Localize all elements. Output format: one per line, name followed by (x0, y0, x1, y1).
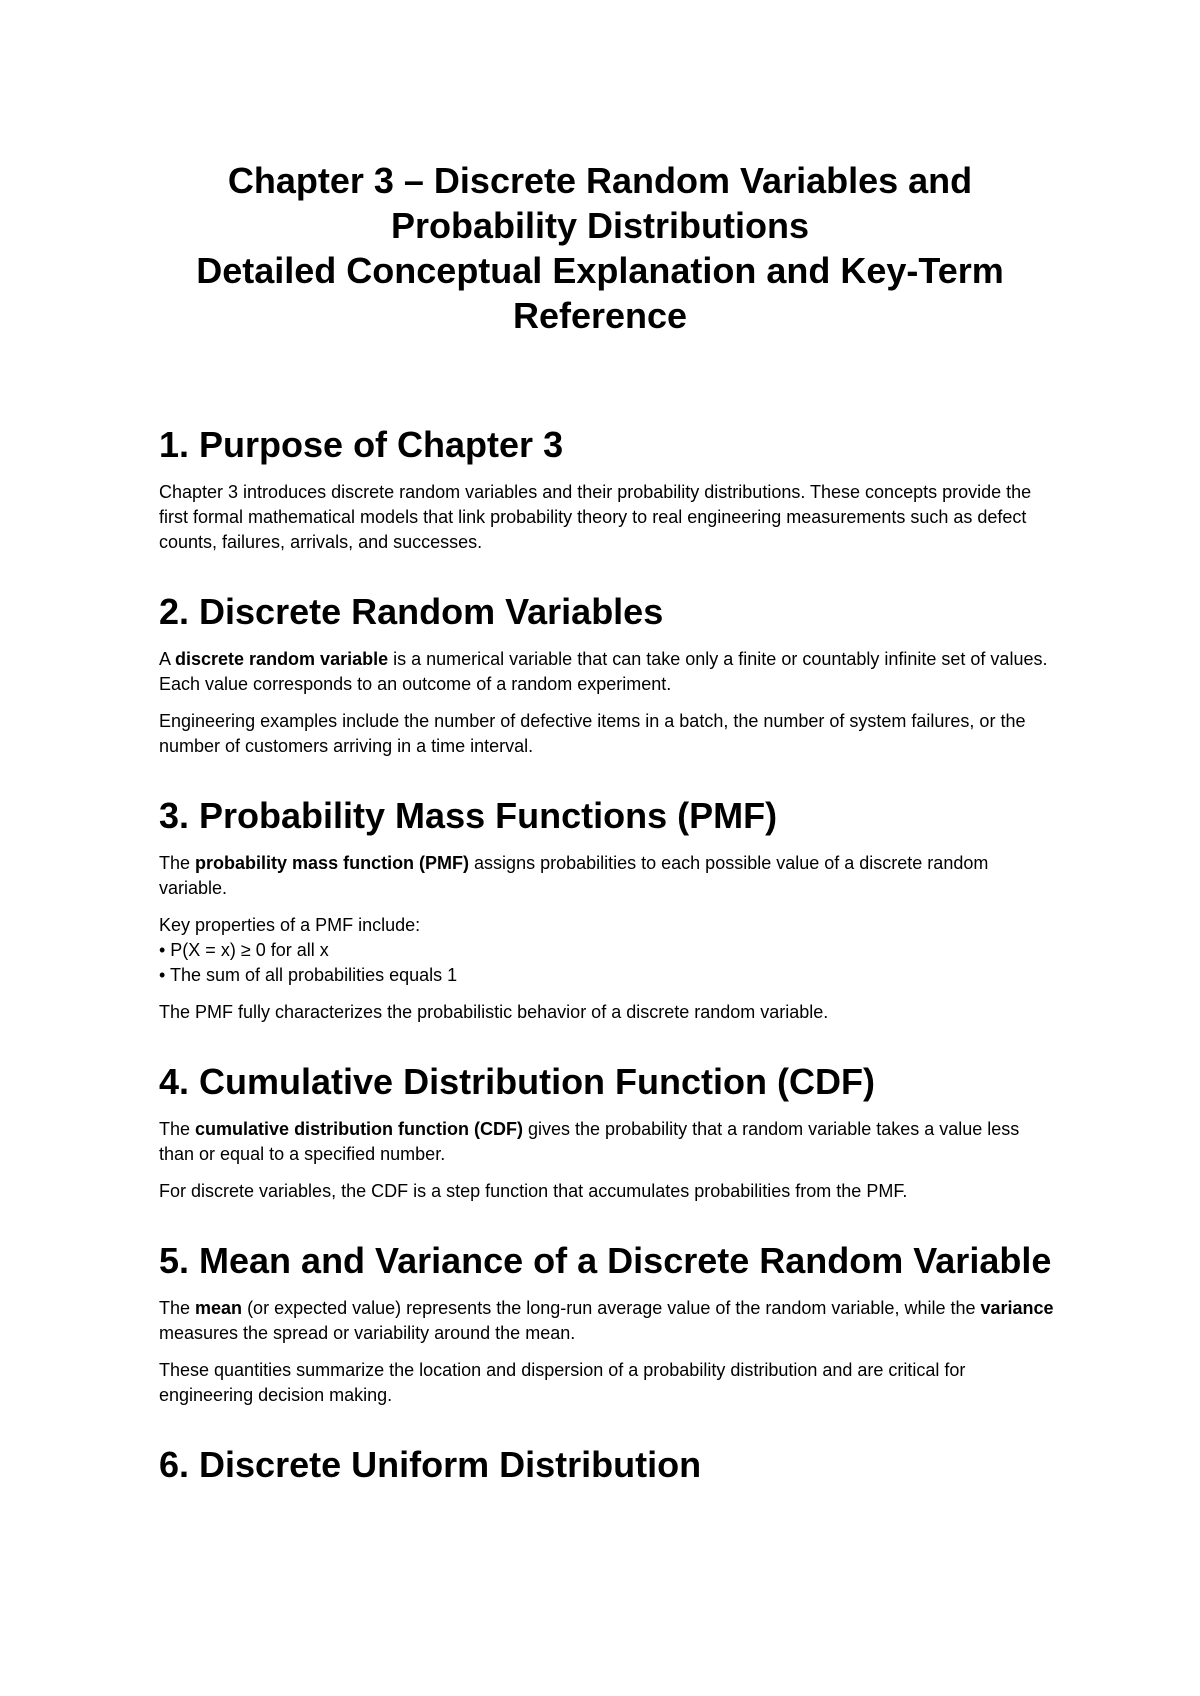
paragraph (159, 851, 1059, 901)
title-line-1: Chapter 3 – Discrete Random Variables and (227, 160, 973, 201)
text-run: A (159, 649, 176, 669)
section-purpose (159, 422, 1059, 555)
list-item: • The sum of all probabilities equals 1 (159, 965, 458, 985)
text-run: The (159, 853, 196, 873)
paragraph: These quantities summarize the location and dispersion of a probability distribution and are critical for engineering decision making. (159, 1360, 966, 1405)
paragraph: Chapter 3 introduces discrete random variables and their probability distributions. These concepts provide the first formal mathematical models that link probability theory to real engineering measurements such as defect counts, failures, arrivals, and successes. (159, 482, 1032, 552)
pmf-properties-list (159, 913, 1059, 988)
section-pmf (159, 793, 1059, 1025)
key-term: probability mass function (PMF) (195, 853, 470, 873)
paragraph: For discrete variables, the CDF is a step function that accumulates probabilities from the PMF. (159, 1181, 908, 1201)
paragraph: The PMF fully characterizes the probabilistic behavior of a discrete random variable. (159, 1002, 829, 1022)
list-intro: Key properties of a PMF include: (159, 915, 421, 935)
title-line-3: Detailed Conceptual Explanation and Key-Term (196, 250, 1004, 291)
key-term: cumulative distribution function (CDF) (195, 1119, 524, 1139)
title-line-2: Probability Distributions (390, 205, 810, 246)
text-run: gives the probability that a random variable takes a value less than or equal to a specified number. (159, 1119, 1020, 1164)
paragraph (159, 1117, 1059, 1167)
title-line-4: Reference (512, 295, 688, 336)
paragraph (159, 1296, 1059, 1346)
list-item: • P(X = x) ≥ 0 for all x (159, 940, 329, 960)
key-term: discrete random variable (175, 649, 389, 669)
section-heading: 2. Discrete Random Variables (159, 591, 664, 632)
paragraph (159, 647, 1059, 697)
section-discrete-uniform (159, 1442, 1059, 1488)
text-run: The (159, 1119, 196, 1139)
text-run: assigns probabilities to each possible value of a discrete random variable. (159, 853, 989, 898)
text-run: is a numerical variable that can take only a finite or countably infinite set of values. Each value corresponds to an outcome of a random experiment. (159, 649, 1048, 694)
section-heading: 6. Discrete Uniform Distribution (159, 1444, 702, 1485)
section-heading: 3. Probability Mass Functions (PMF) (159, 795, 778, 836)
key-term: variance (980, 1298, 1054, 1318)
key-term: mean (195, 1298, 243, 1318)
text-run: measures the spread or variability around the mean. (159, 1323, 576, 1343)
paragraph: Engineering examples include the number of defective items in a batch, the number of system failures, or the number of customers arriving in a time interval. (159, 711, 1026, 756)
text-run: (or expected value) represents the long-run average value of the random variable, while the (242, 1298, 981, 1318)
section-cdf (159, 1059, 1059, 1204)
section-heading: 1. Purpose of Chapter 3 (159, 424, 564, 465)
document-body (159, 422, 1059, 1500)
document-title (150, 158, 1050, 338)
text-run: The (159, 1298, 196, 1318)
section-discrete-random-variables (159, 589, 1059, 759)
section-heading: 4. Cumulative Distribution Function (CDF) (159, 1061, 875, 1102)
section-mean-variance (159, 1238, 1059, 1408)
section-heading: 5. Mean and Variance of a Discrete Random Variable (159, 1240, 1052, 1281)
